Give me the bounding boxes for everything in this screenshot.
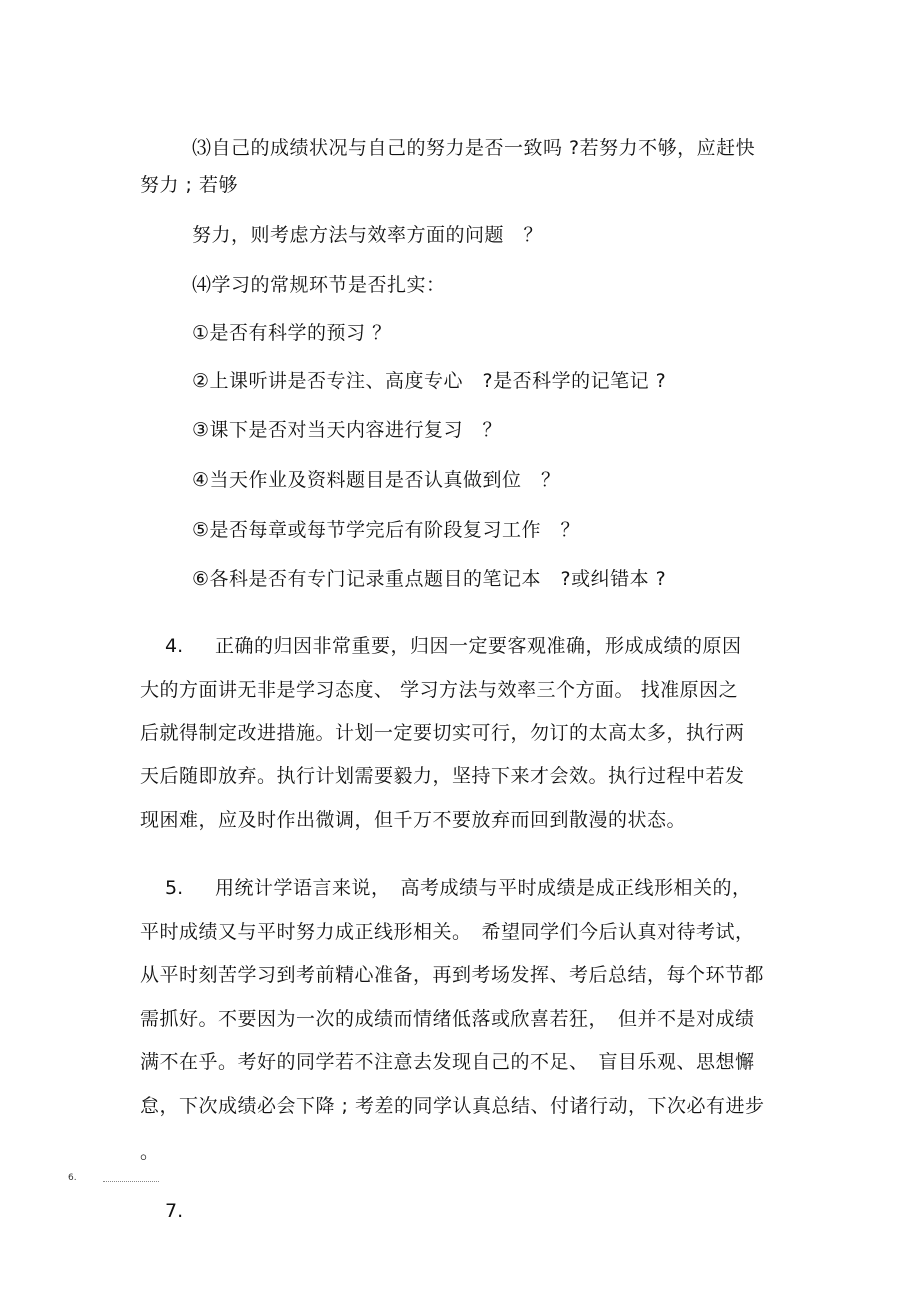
checklist-item: ④当天作业及资料题目是否认真做到位 ？: [192, 469, 561, 491]
checklist-item: ③课下是否对当天内容进行复习 ？: [192, 419, 503, 441]
section-5-line: 平时成绩又与平时努力成正线形相关。 希望同学们今后认真对待考试，: [140, 921, 755, 943]
section-4-line: 大的方面讲无非是学习态度、 学习方法与效率三个方面。 找准原因之: [140, 679, 739, 701]
section-4-line: 天后随即放弃。执行计划需要毅力，坚持下来才会效。执行过程中若发: [140, 765, 745, 787]
paragraph-3-line-2: 努力 ; 若够: [140, 174, 238, 196]
section-5-line: 。: [140, 1141, 160, 1163]
checklist-item: ⑥各科是否有专门记录重点题目的笔记本 ?或纠错本 ?: [192, 568, 667, 590]
section-5-line: 需抓好。不要因为一次的成绩而情绪低落或欣喜若狂， 但并不是对成绩: [140, 1008, 755, 1030]
section-5-line: 从平时刻苦学习到考前精心准备，再到考场发挥、考后总结，每个环节都: [140, 964, 765, 986]
checklist-item: ①是否有科学的预习 ？: [192, 322, 392, 344]
section-4-line: 后就得制定改进措施。计划一定要切实可行，勿订的太高太多，执行两: [140, 722, 745, 744]
section-7-number: 7.: [165, 1200, 184, 1222]
section-6-number: 6.: [68, 1173, 77, 1183]
paragraph-4-title: ⑷学习的常规环节是否扎实：: [192, 274, 446, 296]
section-4-line: 现困难，应及时作出微调，但千万不要放弃而回到散漫的状态。: [140, 809, 687, 831]
paragraph-3-line-1: ⑶自己的成绩状况与自己的努力是否一致吗 ?若努力不够，应赶快: [192, 137, 756, 159]
section-5-line: 用统计学语言来说， 高考成绩与平时成绩是成正线形相关的，: [215, 877, 752, 899]
section-5-number: 5.: [165, 877, 184, 899]
checklist-item: ⑤是否每章或每节学完后有阶段复习工作 ？: [192, 519, 581, 541]
paragraph-3-line-3: 努力，则考虑方法与效率方面的问题 ？: [192, 224, 544, 246]
section-5-line: 满不在乎。考好的同学若不注意去发现自己的不足、 盲目乐观、思想懈: [140, 1051, 755, 1073]
section-4-number: 4.: [165, 635, 184, 657]
dotted-leader: [103, 1181, 159, 1182]
checklist-item: ②上课听讲是否专注、高度专心 ?是否科学的记笔记 ?: [192, 370, 667, 392]
section-5-line: 怠，下次成绩必会下降 ; 考差的同学认真总结、付诸行动，下次必有进步: [140, 1095, 765, 1117]
section-4-line: 正确的归因非常重要，归因一定要客观准确，形成成绩的原因: [215, 635, 742, 657]
